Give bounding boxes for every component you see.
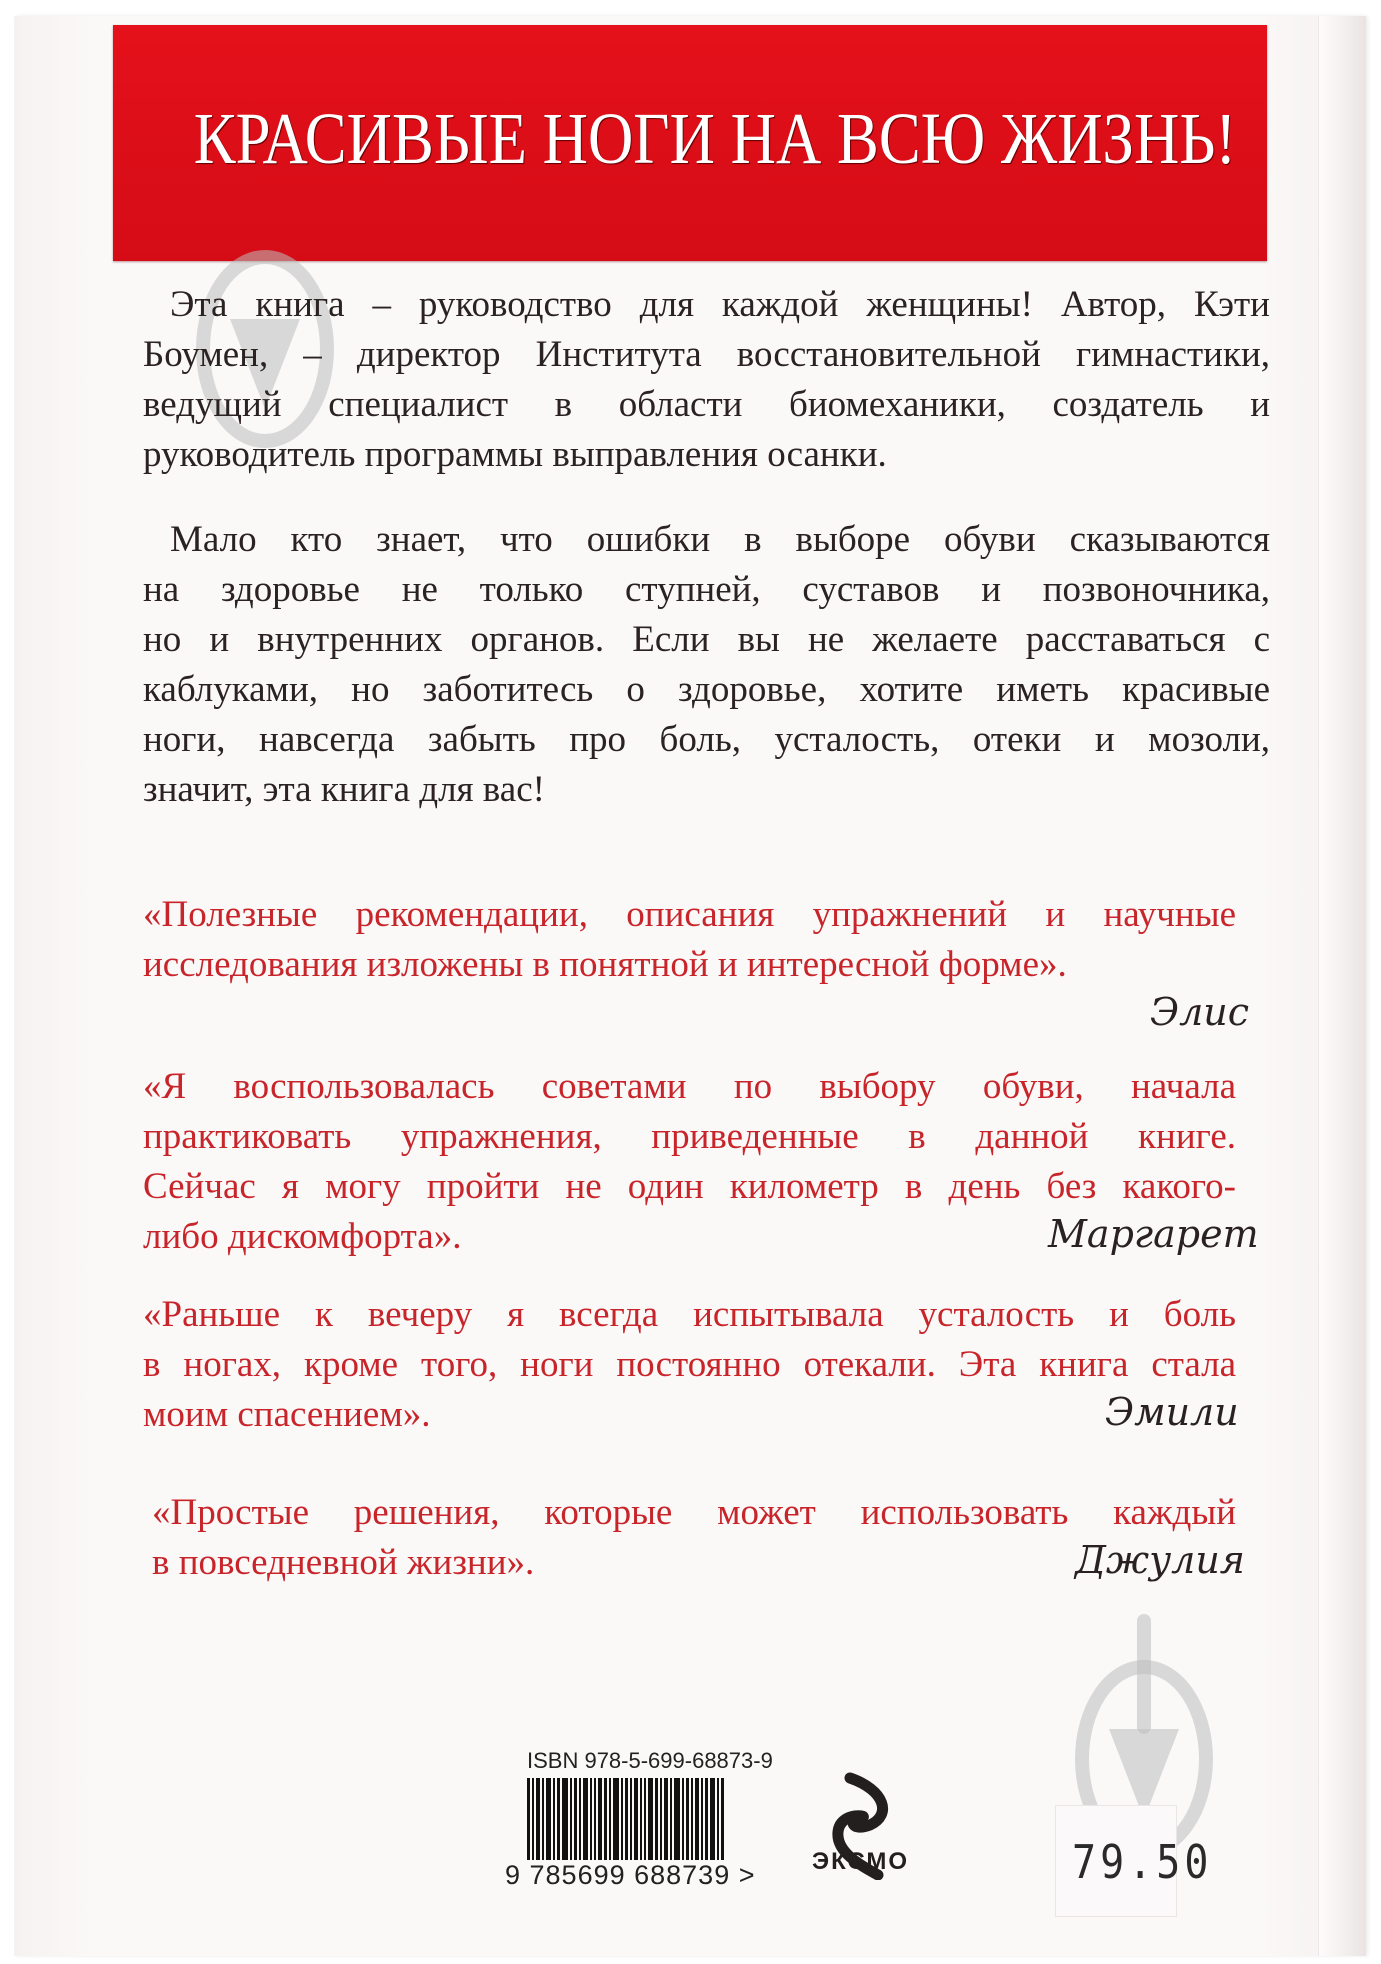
text-line: но и внутренних органов. Если вы не желаете расставаться с [143, 619, 1270, 660]
text-line: на здоровье не только ступней, суставов и позвоночника, [143, 569, 1270, 610]
book-spine-edge [1318, 16, 1366, 1956]
text-line: Эта книга – руководство для каждой женщины! Автор, Кэти [170, 284, 1270, 325]
quote-line: в повседневной жизни». [152, 1542, 535, 1583]
text-line: каблуками, но заботитесь о здоровье, хотите иметь красивые [143, 669, 1270, 710]
barcode-digits: 9 785699 688739 > [505, 1860, 756, 1890]
isbn-label: ISBN 978-5-699-68873-9 [527, 1748, 773, 1773]
quote-line: «Полезные рекомендации, описания упражнений и научные [143, 894, 1236, 935]
quote-line: «Раньше к вечеру я всегда испытывала усталость и боль [143, 1294, 1236, 1335]
quote-line: либо дискомфорта». [143, 1216, 462, 1257]
quote-line: исследования изложены в понятной и интересной форме». [143, 944, 1067, 985]
text-line: ведущий специалист в области биомеханики, создатель и [143, 384, 1270, 425]
testimonial-4 [152, 1488, 1236, 1588]
testimonial-3 [143, 1290, 1236, 1440]
testimonial-author: Эмили [1105, 1390, 1239, 1434]
testimonial-1 [143, 890, 1236, 990]
text-line: Боумен, – директор Института восстановительной гимнастики, [143, 334, 1270, 375]
title-banner [113, 25, 1267, 261]
description-paragraph-1 [143, 280, 1270, 480]
text-line: ноги, навсегда забыть про боль, усталость, отеки и мозоли, [143, 719, 1270, 760]
publisher-name: ЭКСМО [812, 1848, 910, 1875]
banner-title: КРАСИВЫЕ НОГИ НА ВСЮ ЖИЗНЬ! [193, 98, 1237, 179]
text-line: руководитель программы выправления осанки. [143, 434, 887, 475]
description-paragraph-2 [143, 515, 1270, 815]
testimonial-author: Элис [1150, 990, 1250, 1034]
quote-line: «Простые решения, которые может использовать каждый [152, 1492, 1236, 1533]
quote-line: Сейчас я могу пройти не один километр в день без какого- [143, 1166, 1236, 1207]
quote-line: практиковать упражнения, приведенные в данной книге. [143, 1116, 1236, 1157]
price-label: 79.50 [1072, 1836, 1213, 1890]
quote-line: в ногах, кроме того, ноги постоянно отекали. Эта книга стала [143, 1344, 1236, 1385]
testimonial-author: Маргарет [1048, 1212, 1259, 1256]
text-line: значит, эта книга для вас! [143, 769, 545, 810]
barcode [527, 1778, 777, 1868]
testimonial-author: Джулия [1075, 1538, 1245, 1582]
quote-line: моим спасением». [143, 1394, 431, 1435]
quote-line: «Я воспользовалась советами по выбору обуви, начала [143, 1066, 1236, 1107]
text-line: Мало кто знает, что ошибки в выборе обуви сказываются [170, 519, 1270, 560]
